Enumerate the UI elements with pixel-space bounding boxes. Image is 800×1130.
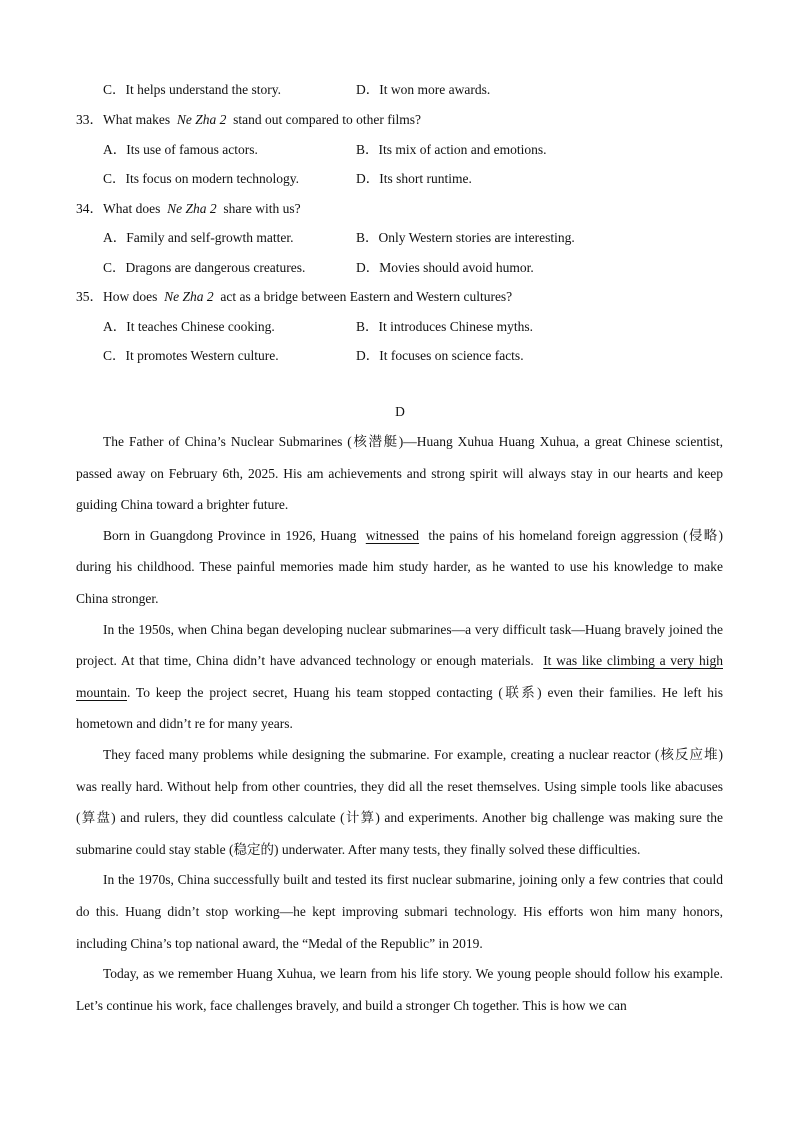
option-c[interactable]: C．It promotes Western culture. <box>103 348 279 363</box>
film-title: Ne Zha 2 <box>167 201 217 216</box>
paragraph-text: In the 1950s, when China began developing nuclear submarines—a very difficult task—Huang bravely joined the project. At that time, China didn’t have advanced technology or enough materials. <box>76 621 723 669</box>
question-number: 35． <box>76 289 103 304</box>
stem-text: share with us? <box>223 201 301 216</box>
stem-text: How does <box>103 289 158 304</box>
option-c[interactable]: C．Its focus on modern technology. <box>103 171 299 186</box>
question-stem <box>76 197 301 217</box>
question-stem <box>76 108 421 128</box>
option-b[interactable]: B．It introduces Chinese myths. <box>356 319 533 334</box>
paragraph-text: the pains of his homeland foreign aggression (侵略) during his childhood. These painful memories made him study harder, as he wanted to use his knowledge to make China stronger. <box>76 527 723 606</box>
paragraph-6: Today, as we remember Huang Xuhua, we learn from his life story. We young people should follow his example. Let’s continue his work, face challenges bravely, and build a stronger Ch together. This is how we can <box>76 966 723 1013</box>
reading-passage <box>76 426 723 1021</box>
question-number: 33． <box>76 112 103 127</box>
option-d[interactable]: D．Its short runtime. <box>356 171 472 186</box>
film-title: Ne Zha 2 <box>164 289 214 304</box>
paragraph-2 <box>76 520 723 615</box>
option-b[interactable]: B．Only Western stories are interesting. <box>356 230 575 245</box>
paragraph-5: In the 1970s, China successfully built and tested its first nuclear submarine, joining only a few contries that could do this. Huang didn’t stop working—he kept improving submari technology. His efforts won him many honors, including China’s top national award, the “Medal of the Republic” in 2019. <box>76 872 723 951</box>
option-d[interactable]: D．It focuses on science facts. <box>356 348 524 363</box>
option-a[interactable]: A．Family and self-growth matter. <box>103 230 294 245</box>
question-number: 34． <box>76 201 103 216</box>
paragraph-text: Born in Guangdong Province in 1926, Huang <box>103 527 357 543</box>
section-heading: D <box>395 404 405 419</box>
paragraph-4: They faced many problems while designing the submarine. For example, creating a nuclear reactor (核反应堆) was really hard. Without help from other countries, they did all the reset themselves. Using simple tools like abacuses (算盘) and rulers, they did countless calculate (计算) and experiments. Another big challenge was making sure the submarine could stay stable (稳定的) underwater. After many tests, they finally solved these difficulties. <box>76 746 723 857</box>
stem-text: stand out compared to other films? <box>233 112 421 127</box>
option-a[interactable]: A．Its use of famous actors. <box>103 142 258 157</box>
paragraph-text: . To keep the project secret, Huang his team stopped contacting (联系) even their families. He left his hometown and didn’t re for many years. <box>76 684 723 732</box>
underlined-word: witnessed <box>365 527 420 543</box>
option-a[interactable]: A．It teaches Chinese cooking. <box>103 319 275 334</box>
paragraph-1: The Father of China’s Nuclear Submarines (核潜艇)—Huang Xuhua Huang Xuhua, a great Chinese scientist, passed away on February 6th, 2025. His am achievements and strong spirit will always stay in our hearts and keep guiding China toward a brighter future. <box>76 434 723 513</box>
paragraph-3 <box>76 614 723 740</box>
question-stem <box>76 285 512 305</box>
option-d[interactable]: D．Movies should avoid humor. <box>356 260 534 275</box>
stem-text: What makes <box>103 112 171 127</box>
stem-text: act as a bridge between Eastern and Western cultures? <box>220 289 513 304</box>
underlined-sentence: It was like climbing a very high mountain <box>76 653 723 700</box>
option-c[interactable]: C．Dragons are dangerous creatures. <box>103 260 306 275</box>
film-title: Ne Zha 2 <box>176 112 227 127</box>
option-b[interactable]: B．Its mix of action and emotions. <box>356 142 547 157</box>
option-d[interactable]: D．It won more awards. <box>356 82 491 97</box>
stem-text: What does <box>103 201 161 216</box>
option-c[interactable]: C．It helps understand the story. <box>103 82 281 97</box>
